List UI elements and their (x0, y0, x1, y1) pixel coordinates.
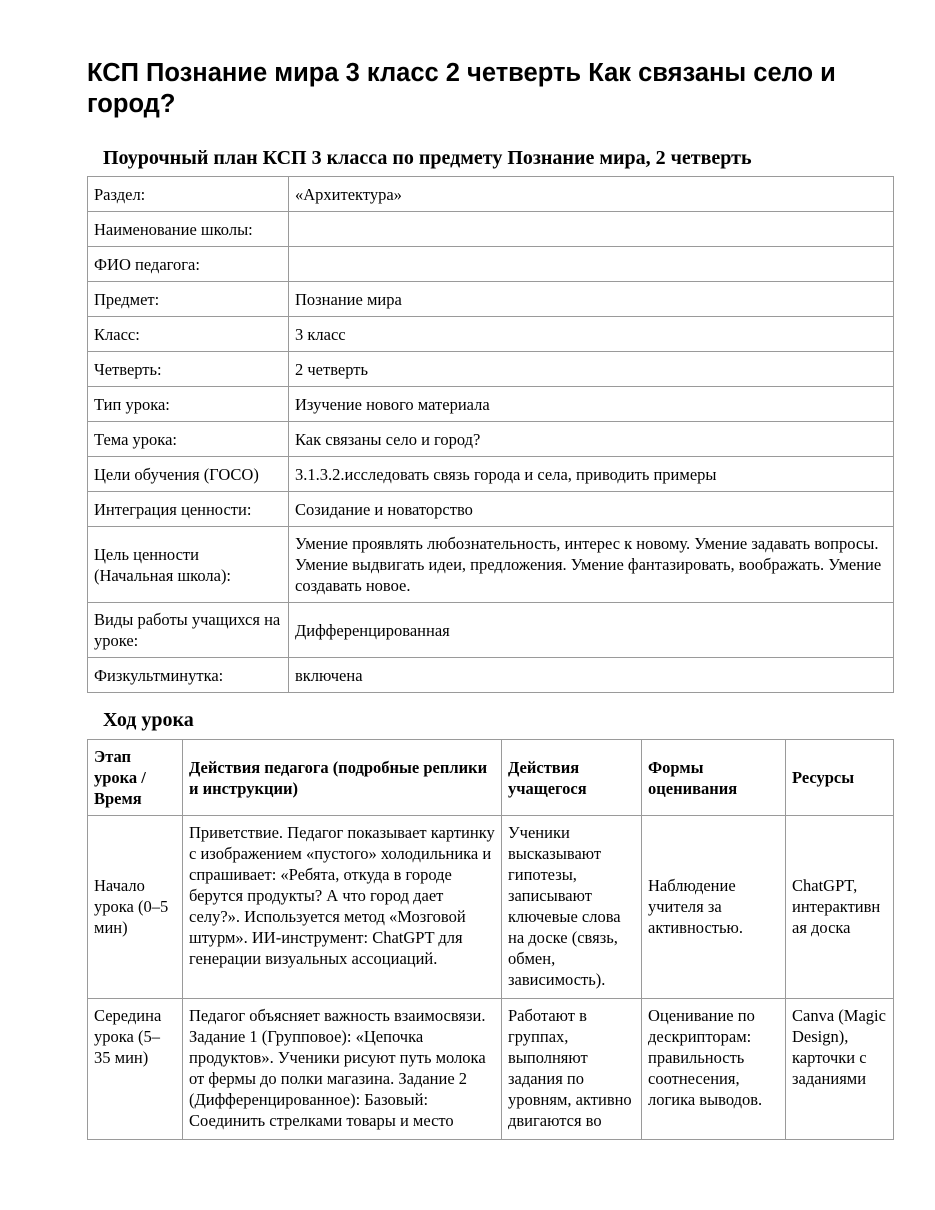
plan-heading: Поурочный план КСП 3 класса по предмету Познание мира, 2 четверть (103, 147, 752, 169)
info-row-value-integration (88, 492, 894, 527)
info-row-section (88, 177, 894, 212)
info-value: включена (289, 658, 894, 693)
document-page (87, 58, 893, 1140)
teacher-actions-cell: Педагог объясняет важность взаимосвязи. Задание 1 (Групповое): «Цепочка продуктов». Ученики рисуют путь молока от фермы до полки магазина. Задание 2 (Дифференцированное): Базовый: Соединить стрелками товары и место (183, 999, 502, 1140)
stage-cell: Середина урока (5–35 мин) (88, 999, 183, 1140)
assessment-cell: Наблюдение учителя за активностью. (642, 816, 786, 999)
student-actions-cell: Работают в группах, выполняют задания по уровням, активно двигаются во (502, 999, 642, 1140)
info-label: Цель ценности (Начальная школа): (88, 527, 289, 603)
document-title: КСП Познание мира 3 класс 2 четверть Как связаны село и город? (87, 59, 836, 118)
info-value: Изучение нового материала (289, 387, 894, 422)
info-row-topic (88, 422, 894, 457)
info-value: 3 класс (289, 317, 894, 352)
header-teacher-actions: Действия педагога (подробные реплики и инструкции) (183, 740, 502, 816)
teacher-actions-cell: Приветствие. Педагог показывает картинку с изображением «пустого» холодильника и спрашивает: «Ребята, откуда в городе берутся продукты? А что город дает селу?». Используется метод «Мозговой штурм». ИИ-инструмент: ChatGPT для генерации визуальных ассоциаций. (183, 816, 502, 999)
info-row-grade (88, 317, 894, 352)
info-row-teacher (88, 247, 894, 282)
info-label: Четверть: (88, 352, 289, 387)
info-label: Физкультминутка: (88, 658, 289, 693)
info-row-lesson-type (88, 387, 894, 422)
info-value: Умение проявлять любознательность, интерес к новому. Умение задавать вопросы. Умение выдвигать идеи, предложения. Умение фантазировать, воображать. Умение создавать новое. (289, 527, 894, 603)
info-value (289, 212, 894, 247)
info-label: Тема урока: (88, 422, 289, 457)
info-value: Дифференцированная (289, 603, 894, 658)
info-row-school (88, 212, 894, 247)
header-student-actions: Действия учащегося (502, 740, 642, 816)
info-label: Тип урока: (88, 387, 289, 422)
info-label: ФИО педагога: (88, 247, 289, 282)
info-label: Предмет: (88, 282, 289, 317)
info-label: Виды работы учащихся на уроке: (88, 603, 289, 658)
info-label: Интеграция ценности: (88, 492, 289, 527)
resources-cell: ChatGPT, интерактивная доска (786, 816, 894, 999)
lesson-row-middle (88, 999, 894, 1140)
info-value: Познание мира (289, 282, 894, 317)
info-label: Раздел: (88, 177, 289, 212)
info-value: 3.1.3.2.исследовать связь города и села, приводить примеры (289, 457, 894, 492)
header-resources: Ресурсы (786, 740, 894, 816)
info-value: «Архитектура» (289, 177, 894, 212)
info-value: 2 четверть (289, 352, 894, 387)
info-value (289, 247, 894, 282)
info-value: Как связаны село и город? (289, 422, 894, 457)
lesson-table-header (88, 740, 894, 816)
lesson-heading: Ход урока (103, 709, 194, 731)
info-row-work-types (88, 603, 894, 658)
stage-cell: Начало урока (0–5 мин) (88, 816, 183, 999)
resources-cell: Canva (Magic Design), карточки с заданиями (786, 999, 894, 1140)
header-stage: Этап урока / Время (88, 740, 183, 816)
lesson-info-table (87, 176, 894, 693)
student-actions-cell: Ученики высказывают гипотезы, записывают ключевые слова на доске (связь, обмен, зависимость). (502, 816, 642, 999)
lesson-progress-table (87, 739, 894, 1140)
info-value: Созидание и новаторство (289, 492, 894, 527)
header-assessment: Формы оценивания (642, 740, 786, 816)
info-row-value-goal (88, 527, 894, 603)
info-row-physical-break (88, 658, 894, 693)
info-row-quarter (88, 352, 894, 387)
info-label: Класс: (88, 317, 289, 352)
info-label: Цели обучения (ГОСО) (88, 457, 289, 492)
lesson-row-start (88, 816, 894, 999)
info-label: Наименование школы: (88, 212, 289, 247)
assessment-cell: Оценивание по дескрипторам: правильность соотнесения, логика выводов. (642, 999, 786, 1140)
info-row-goals (88, 457, 894, 492)
info-row-subject (88, 282, 894, 317)
